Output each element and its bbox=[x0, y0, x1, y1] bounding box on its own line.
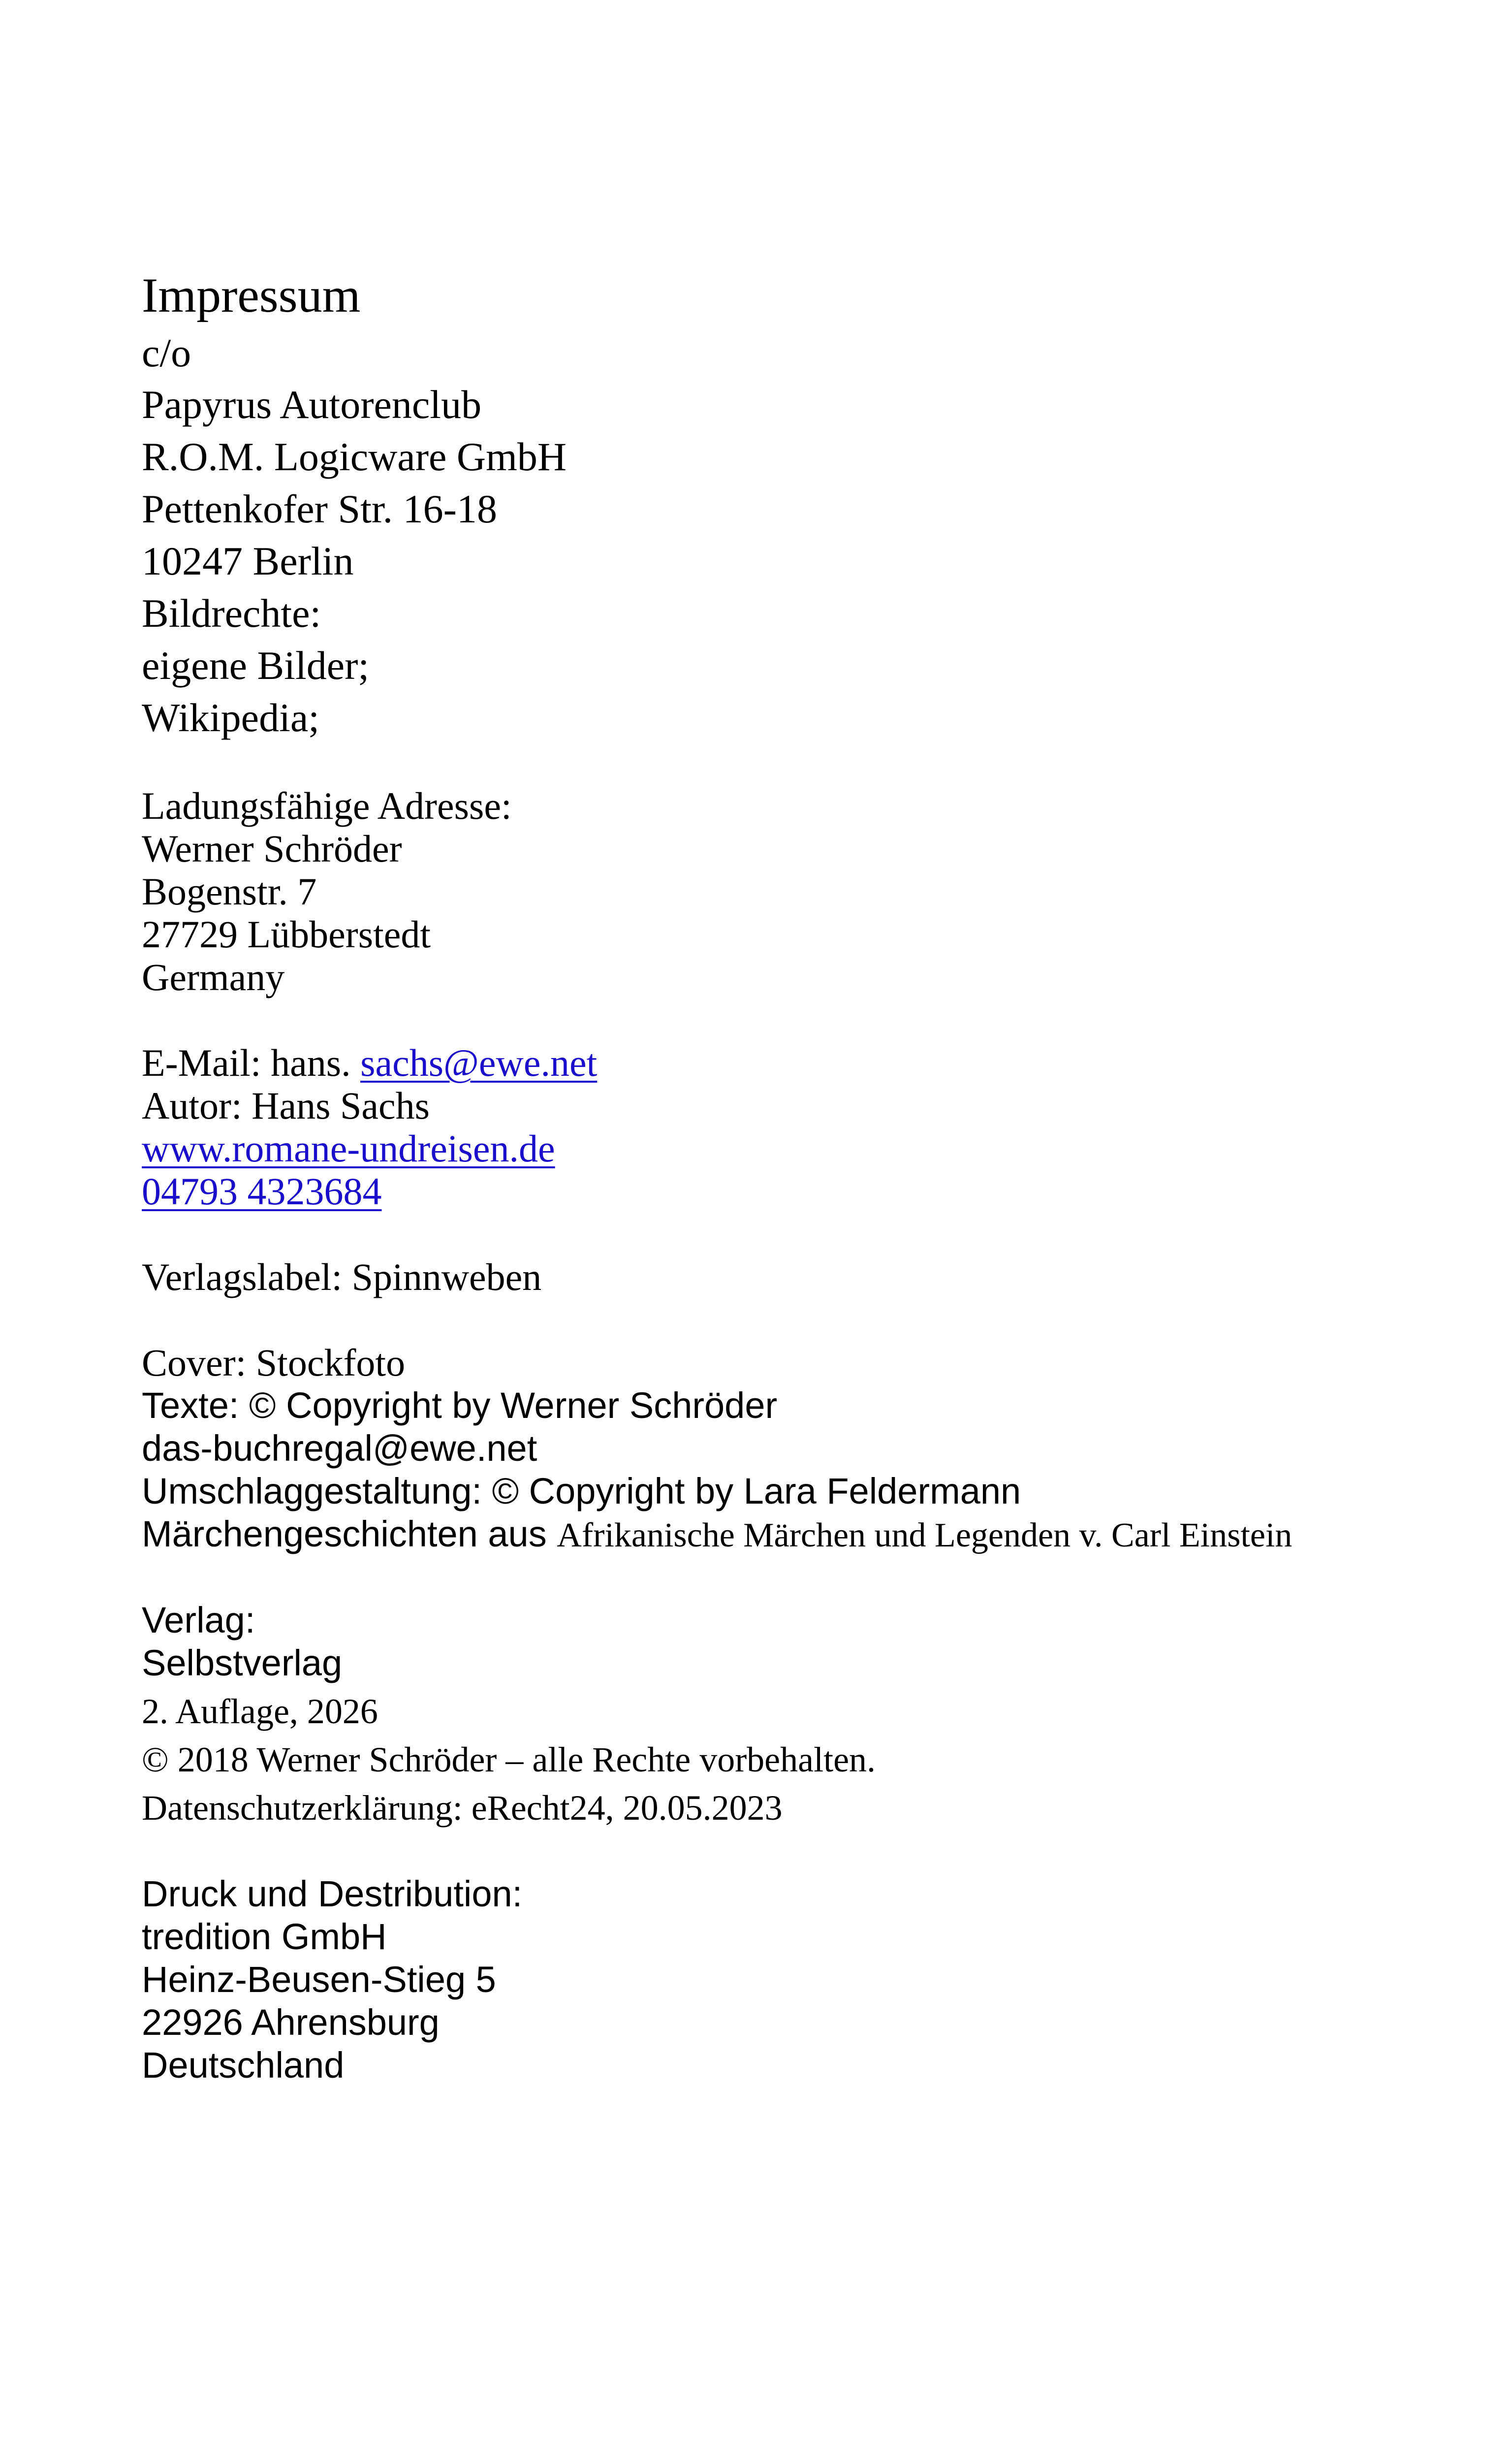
maerchen-source: Afrikanische Märchen und Legenden v. Carl Einstein bbox=[557, 1516, 1292, 1554]
email-link[interactable]: sachs@ewe.net bbox=[360, 1041, 598, 1084]
maerchen-prefix: Märchengeschichten aus bbox=[142, 1513, 557, 1554]
impressum-line-wikipedia: Wikipedia; bbox=[142, 695, 320, 740]
credits-texte: Texte: © Copyright by Werner Schröder bbox=[142, 1385, 778, 1426]
verlag-label: Verlag: bbox=[142, 1600, 255, 1640]
website-link[interactable]: www.romane-undreisen.de bbox=[142, 1127, 555, 1170]
address-city: 27729 Lübberstedt bbox=[142, 913, 431, 956]
address-heading: Ladungsfähige Adresse: bbox=[142, 784, 512, 827]
impressum-line-eigene: eigene Bilder; bbox=[142, 643, 370, 688]
credits-cover: Cover: Stockfoto bbox=[142, 1341, 406, 1384]
verlag-edition: 2. Auflage, 2026 bbox=[142, 1692, 378, 1731]
contact-email bbox=[142, 1041, 598, 1084]
publisher-label: Verlagslabel: Spinnweben bbox=[142, 1255, 542, 1298]
impressum-line-company: R.O.M. Logicware GmbH bbox=[142, 434, 567, 479]
distribution-heading: Druck und Destribution: bbox=[142, 1873, 523, 1914]
phone-link[interactable]: 04793 4323684 bbox=[142, 1170, 382, 1213]
distribution-country: Deutschland bbox=[142, 2045, 345, 2086]
impressum-line-street: Pettenkofer Str. 16-18 bbox=[142, 486, 497, 531]
verlag-copyright: © 2018 Werner Schröder – alle Rechte vorbehalten. bbox=[142, 1740, 876, 1779]
contact-author: Autor: Hans Sachs bbox=[142, 1084, 430, 1127]
distribution-city: 22926 Ahrensburg bbox=[142, 2002, 440, 2043]
address-name: Werner Schröder bbox=[142, 827, 402, 870]
impressum-line-club: Papyrus Autorenclub bbox=[142, 382, 482, 427]
email-prefix: E-Mail: hans. bbox=[142, 1041, 361, 1084]
impressum-line-bildrechte: Bildrechte: bbox=[142, 591, 321, 636]
impressum-line-city: 10247 Berlin bbox=[142, 539, 354, 583]
credits-email: das-buchregal@ewe.net bbox=[142, 1428, 537, 1469]
credits-umschlag: Umschlaggestaltung: © Copyright by Lara Feldermann bbox=[142, 1471, 1021, 1511]
page-title: Impressum bbox=[142, 268, 361, 322]
distribution-company: tredition GmbH bbox=[142, 1916, 387, 1957]
verlag-name: Selbstverlag bbox=[142, 1642, 343, 1683]
impressum-line-co: c/o bbox=[142, 330, 191, 375]
verlag-privacy: Datenschutzerklärung: eRecht24, 20.05.2023 bbox=[142, 1788, 783, 1828]
address-country: Germany bbox=[142, 956, 285, 998]
distribution-street: Heinz-Beusen-Stieg 5 bbox=[142, 1959, 496, 2000]
credits-maerchen bbox=[142, 1513, 1292, 1554]
address-street: Bogenstr. 7 bbox=[142, 870, 317, 913]
